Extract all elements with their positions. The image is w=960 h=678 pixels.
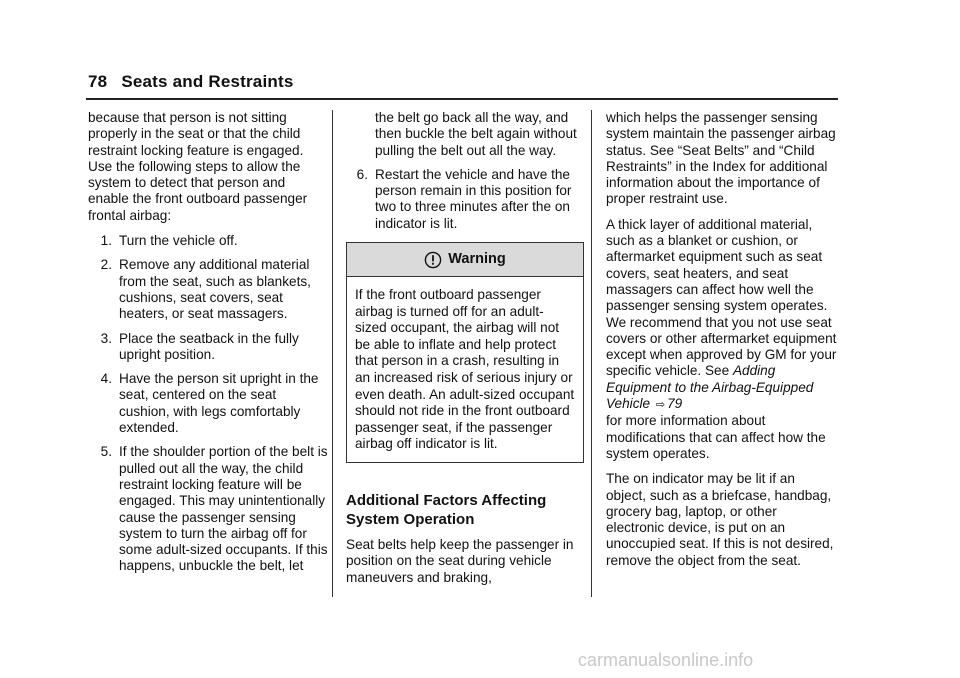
column-1 [88,110,328,583]
paragraph: which helps the passenger sensing system maintain the passenger airbag status. See “Seat Belts” and “Child Restraints” in the Index for additional information about the importance of proper restraint use. [606,110,836,207]
step-text: Have the person sit upright in the seat, centered on the seat cushion, with legs comfortably extended. [119,371,319,436]
step-number: 2. [100,257,112,273]
step-item [88,444,328,574]
header-rule [86,98,838,100]
step-list-continued [346,110,584,232]
step-text: Turn the vehicle off. [119,233,238,249]
section-subheading: Additional Factors Affecting System Operation [346,492,547,529]
step-number: 4. [100,371,112,387]
warning-box [346,242,584,463]
step-text: Restart the vehicle and have the person remain in this position for two to three minutes after the on indicator is lit. [375,166,572,231]
warning-title: Warning [448,251,506,268]
warning-body: If the front outboard passenger airbag is turned off for an adult-sized occupant, the airbag will not be able to inflate and help protect that person in a crash, resulting in an increased risk of serious injury or even death. An adult-sized occupant should not ride in the front outboard passenger seat, if the passenger airbag off indicator is lit. [355,287,575,452]
step-list [88,233,328,575]
page-header [88,72,836,92]
paragraph-text: A thick layer of additional material, such as a blanket or cushion, or aftermarket equipment such as seat covers, seat heaters, and seat massagers can affect how well the passenger sensing system operates. We recommend that you not use seat covers or other aftermarket equipment except when approved by GM for your specific vehicle. See [606,216,837,379]
column-divider-2 [591,110,592,597]
step-number: 1. [100,233,112,249]
column-divider-1 [332,110,333,597]
step-number: 5. [100,444,112,460]
step-number: 3. [100,330,112,346]
paragraph: Seat belts help keep the passenger in position on the seat during vehicle maneuvers and braking, [346,537,574,585]
step-text: Place the seatback in the fully upright position. [119,330,299,362]
warning-icon [424,251,442,269]
cross-reference-title[interactable]: Adding Equipment to the Airbag-Equipped Vehicle [606,363,814,412]
step-item [88,233,328,249]
cross-reference-page[interactable]: 79 [667,396,683,412]
section-title: Seats and Restraints [121,72,294,91]
step-item [346,167,584,232]
paragraph: The on indicator may be lit if an object, such as a briefcase, handbag, grocery bag, laptop, or other electronic device, is put on an unoccupied seat. If this is not desired, remove the object from the seat. [606,471,834,568]
step-continuation [346,110,584,159]
watermark: carmanualsonline.info [578,650,754,670]
step-text: Remove any additional material from the seat, such as blankets, cushions, seat covers, seat heaters, or seat massagers. [119,257,311,322]
warning-header [347,243,583,277]
page-number: 78 [88,72,108,91]
column-3 [606,110,838,578]
step-number: 6. [356,166,368,182]
step-item [88,257,328,322]
step-text: If the shoulder portion of the belt is pulled out all the way, the child restraint locking feature will be engaged. This may unintentionally cause the passenger sensing system to turn the airbag off for some adult-sized occupants. If this happens, unbuckle the belt, let [119,444,328,574]
step-item [88,371,328,436]
column-2 [346,110,584,595]
page-reference-icon: ⇨ [655,399,666,412]
intro-paragraph: because that person is not sitting properly in the seat or that the child restraint locking feature is engaged. Use the following steps to allow the system to detect that person and enable the front outboard passenger frontal airbag: [88,110,308,223]
paragraph [606,217,838,462]
step-item [88,331,328,364]
paragraph-text: for more information about modifications that can affect how the system operates. [606,413,826,461]
step-text: the belt go back all the way, and then buckle the belt again without pulling the belt out all the way. [375,110,577,158]
